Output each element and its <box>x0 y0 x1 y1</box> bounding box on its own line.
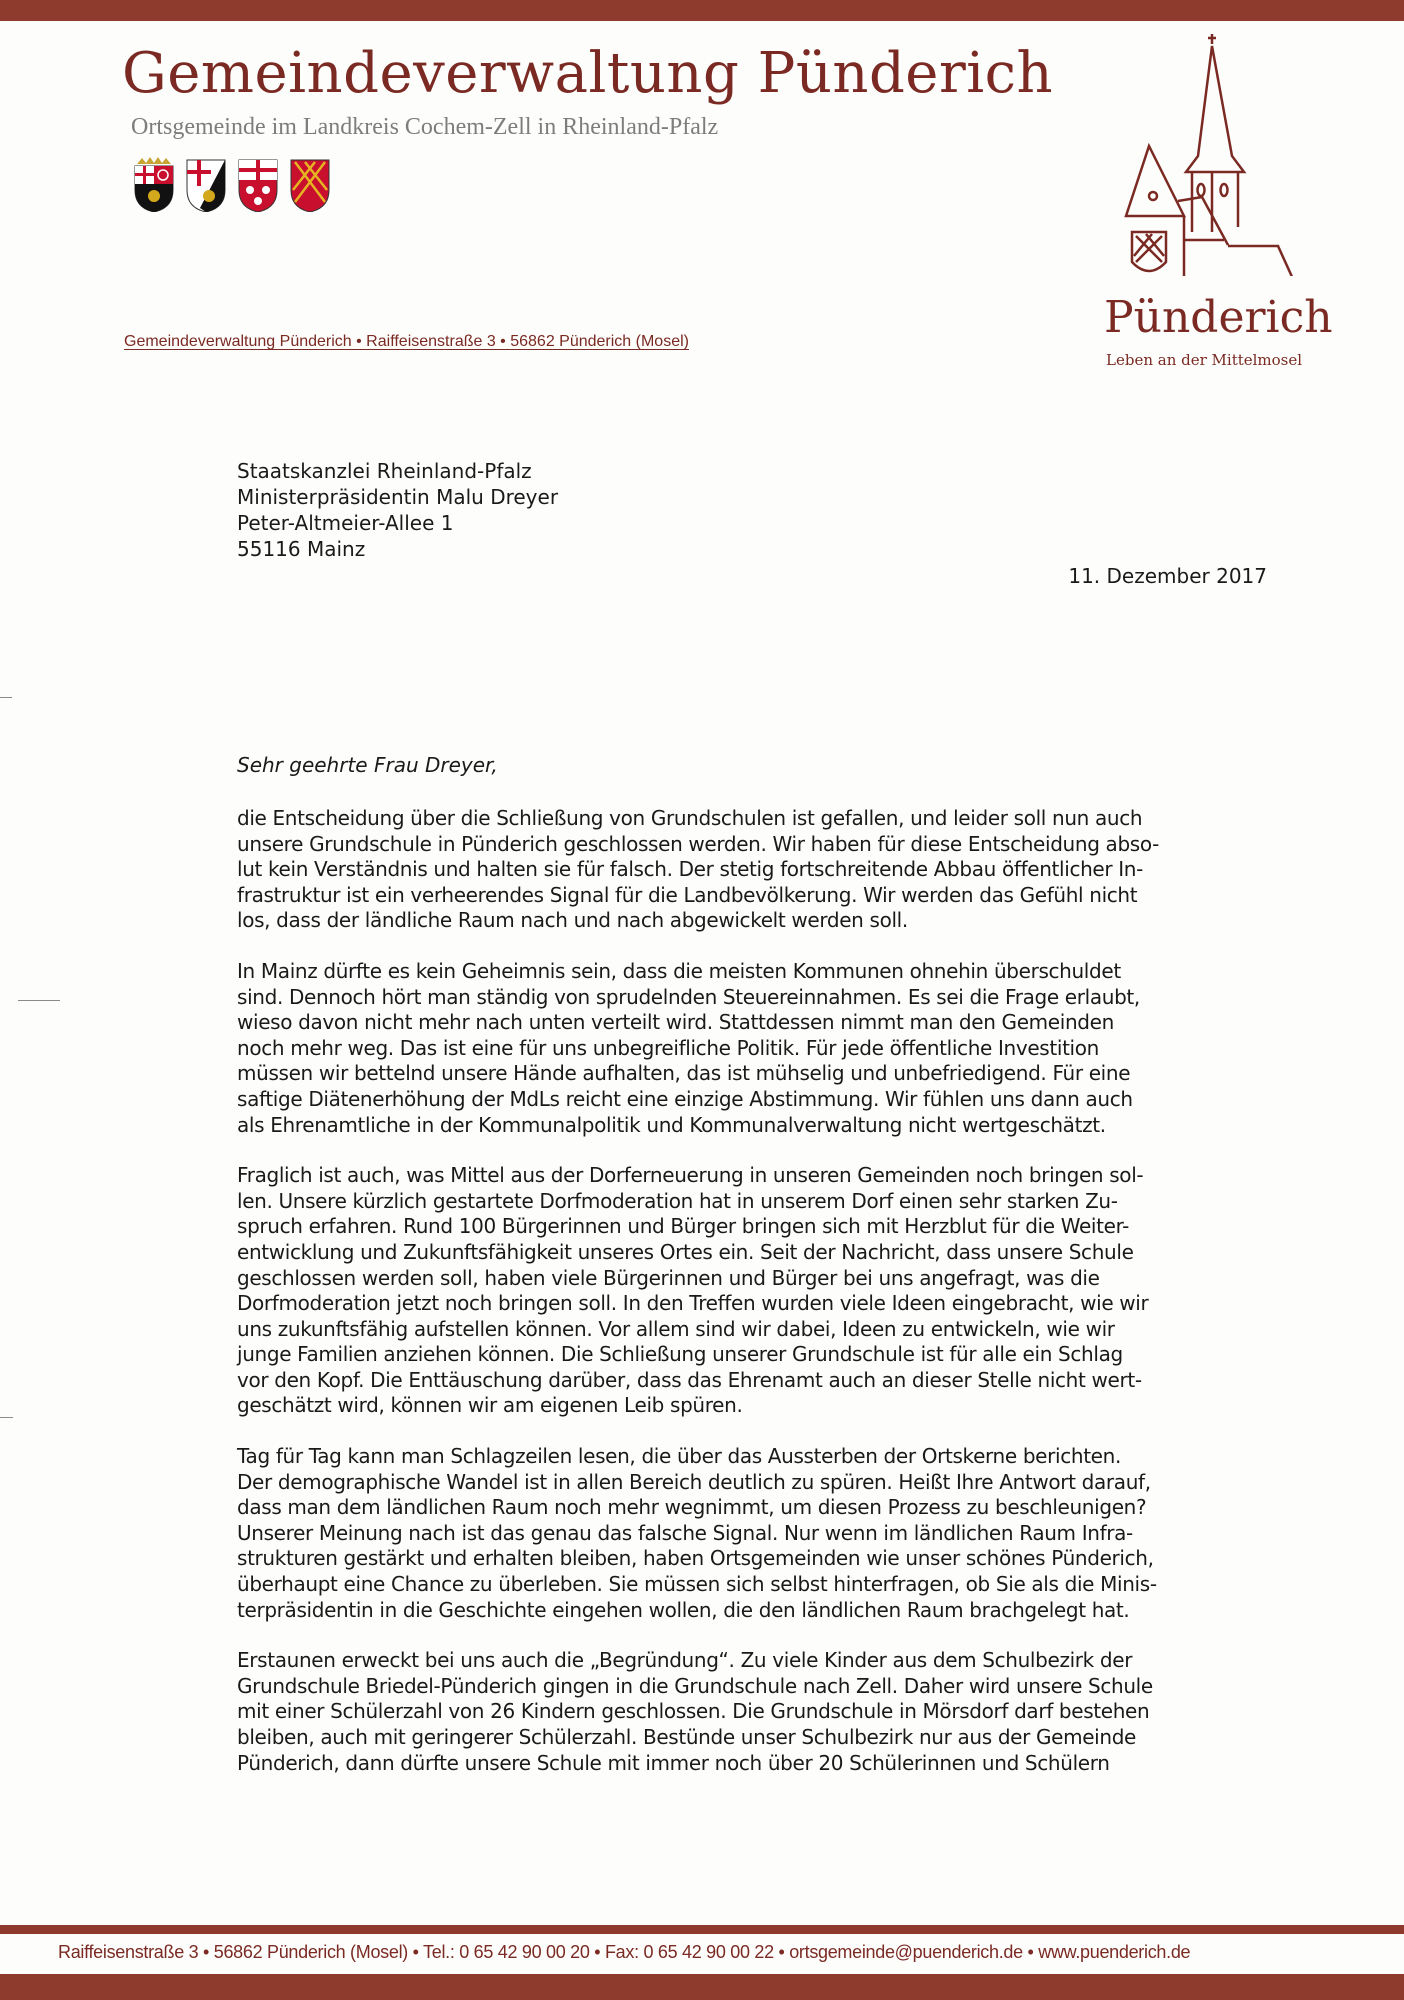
text-line: In Mainz dürfte es kein Geheimnis sein, dass die meisten Kommunen ohnehin überschuldet <box>237 958 1121 983</box>
punch-mark <box>18 1000 60 1001</box>
salutation: Sehr geehrte Frau Dreyer, <box>237 753 498 777</box>
text-line: noch mehr weg. Das ist eine für uns unbegreifliche Politik. Für jede öffentliche Investition <box>237 1035 1099 1060</box>
paragraph <box>237 959 1272 1138</box>
text-line: Grundschule Briedel-Pünderich gingen in die Grundschule nach Zell. Daher wird unsere Schule <box>237 1673 1153 1698</box>
paragraph <box>237 1648 1272 1776</box>
text-line: los, dass der ländliche Raum nach und nach abgewickelt werden soll. <box>237 908 908 933</box>
text-line: überhaupt eine Chance zu überleben. Sie müssen sich selbst hinterfragen, ob Sie als die Minis- <box>237 1572 1157 1597</box>
sender-return-address: Gemeindeverwaltung Pünderich • Raiffeisenstraße 3 • 56862 Pünderich (Mosel) <box>124 333 689 350</box>
text-line: müssen wir bettelnd unsere Hände aufhalten, das ist mühselig und unbefriedigend. Für eine <box>237 1061 1131 1086</box>
letter-date: 11. Dezember 2017 <box>1068 564 1267 588</box>
coat-of-arms-cochem-zell-icon <box>183 156 229 212</box>
text-line: len. Unsere kürzlich gestartete Dorfmoderation hat in unserem Dorf einen sehr starken Zu- <box>237 1188 1118 1213</box>
text-line: unsere Grundschule in Pünderich geschlossen werden. Wir haben für diese Entscheidung abso- <box>237 831 1159 856</box>
coat-of-arms-red-cross-lions-icon <box>235 156 281 212</box>
text-line: saftige Diätenerhöhung der MdLs reicht eine einzige Abstimmung. Wir fühlen uns dann auch <box>237 1086 1133 1111</box>
text-line: wieso davon nicht mehr nach unten verteilt wird. Stattdessen nimmt man den Gemeinden <box>237 1010 1114 1035</box>
text-line: spruch erfahren. Rund 100 Bürgerinnen und Bürger bringen sich mit Herzblut für die Weiter- <box>237 1214 1130 1239</box>
church-logo-icon <box>1080 26 1320 276</box>
text-line: vor den Kopf. Die Enttäuschung darüber, dass das Ehrenamt auch an dieser Stelle nicht wert- <box>237 1367 1142 1392</box>
text-line: mit einer Schülerzahl von 26 Kindern geschlossen. Die Grundschule in Mörsdorf darf bestehen <box>237 1699 1150 1724</box>
text-line: frastruktur ist ein verheerendes Signal für die Landbevölkerung. Wir werden das Gefühl nicht <box>237 882 1138 907</box>
letterhead-subtitle: Ortsgemeinde im Landkreis Cochem-Zell in Rheinland-Pfalz <box>131 114 719 140</box>
footer-contact-line: Raiffeisenstraße 3 • 56862 Pünderich (Mosel) • Tel.: 0 65 42 90 00 20 • Fax: 0 65 42 90 00 22 • ortsgemeinde@puenderich.de • www.puenderich.de <box>58 1942 1191 1962</box>
text-line: bleiben, auch mit geringerer Schülerzahl. Bestünde unser Schulbezirk nur aus der Gemeinde <box>237 1725 1137 1749</box>
text-line: dass man dem ländlichen Raum noch mehr wegnimmt, um diesen Prozess zu beschleunigen? <box>237 1495 1147 1520</box>
coat-of-arms-puenderich-icon <box>287 156 333 212</box>
fold-mark <box>0 697 12 698</box>
recipient-line: 55116 Mainz <box>237 537 366 561</box>
letterhead-top-bar <box>0 0 1404 21</box>
text-line: Pünderich, dann dürfte unsere Schule mit immer noch über 20 Schülerinnen und Schülern <box>237 1750 1110 1775</box>
recipient-line: Peter-Altmeier-Allee 1 <box>237 511 454 535</box>
text-line: geschätzt wird, können wir am eigenen Leib spüren. <box>237 1393 743 1418</box>
text-line: entwicklung und Zukunftsfähigkeit unseres Ortes ein. Seit der Nachricht, dass unsere Schule <box>237 1239 1134 1264</box>
text-line: junge Familien anziehen können. Die Schließung unserer Grundschule ist für alle ein Schlag <box>237 1342 1123 1367</box>
paragraph <box>237 806 1272 934</box>
text-line: Erstaunen erweckt bei uns auch die „Begründung“. Zu viele Kinder aus dem Schulbezirk der <box>237 1648 1133 1673</box>
letterhead-title: Gemeindeverwaltung Pünderich <box>122 41 1054 106</box>
text-line: lut kein Verständnis und halten sie für falsch. Der stetig fortschreitende Abbau öffentlicher In- <box>237 857 1143 882</box>
paragraph <box>237 1163 1272 1419</box>
text-line: Fraglich ist auch, was Mittel aus der Dorferneuerung in unseren Gemeinden noch bringen sol- <box>237 1163 1144 1188</box>
text-line: Tag für Tag kann man Schlagzeilen lesen, die über das Aussterben der Ortskerne berichten. <box>237 1444 1121 1469</box>
text-line: als Ehrenamtliche in der Kommunalpolitik und Kommunalverwaltung nicht wertgeschätzt. <box>237 1112 1106 1137</box>
text-line: uns zukunftsfähig aufstellen können. Vor allem sind wir dabei, Ideen zu entwickeln, wie wir <box>237 1316 1115 1341</box>
text-line: Unserer Meinung nach ist das genau das falsche Signal. Nur wenn im ländlichen Raum Infra- <box>237 1520 1133 1545</box>
text-line: strukturen gestärkt und erhalten bleiben, haben Ortsgemeinden wie unser schönes Pünderich, <box>237 1546 1154 1571</box>
recipient-line: Ministerpräsidentin Malu Dreyer <box>237 485 559 509</box>
text-line: Dorfmoderation jetzt noch bringen soll. In den Treffen wurden viele Ideen eingebracht, wie wir <box>237 1291 1149 1316</box>
coat-of-arms-row <box>131 156 333 212</box>
letter-body <box>237 806 1272 1801</box>
recipient-line: Staatskanzlei Rheinland-Pfalz <box>237 459 532 483</box>
footer-bottom-bar <box>0 1974 1404 2000</box>
logo-tagline: Leben an der Mittelmosel <box>1106 351 1303 369</box>
text-line: sind. Dennoch hört man ständig von sprudelnden Steuereinnahmen. Es sei die Frage erlaubt, <box>237 984 1140 1009</box>
coat-of-arms-rheinland-pfalz-icon <box>131 156 177 212</box>
text-line: geschlossen werden soll, haben viele Bürgerinnen und Bürger bei uns angefragt, was die <box>237 1265 1100 1290</box>
footer-rule <box>0 1925 1404 1934</box>
text-line: terpräsidentin in die Geschichte eingehen wollen, die den ländlichen Raum brachgelegt hat. <box>237 1597 1130 1622</box>
logo-town-name: Pünderich <box>1104 292 1333 343</box>
fold-mark <box>0 1417 13 1418</box>
paragraph <box>237 1444 1272 1623</box>
recipient-address <box>237 458 558 562</box>
text-line: Der demographische Wandel ist in allen Bereich deutlich zu spüren. Heißt Ihre Antwort darauf, <box>237 1469 1151 1494</box>
text-line: die Entscheidung über die Schließung von Grundschulen ist gefallen, und leider soll nun auch <box>237 806 1143 830</box>
